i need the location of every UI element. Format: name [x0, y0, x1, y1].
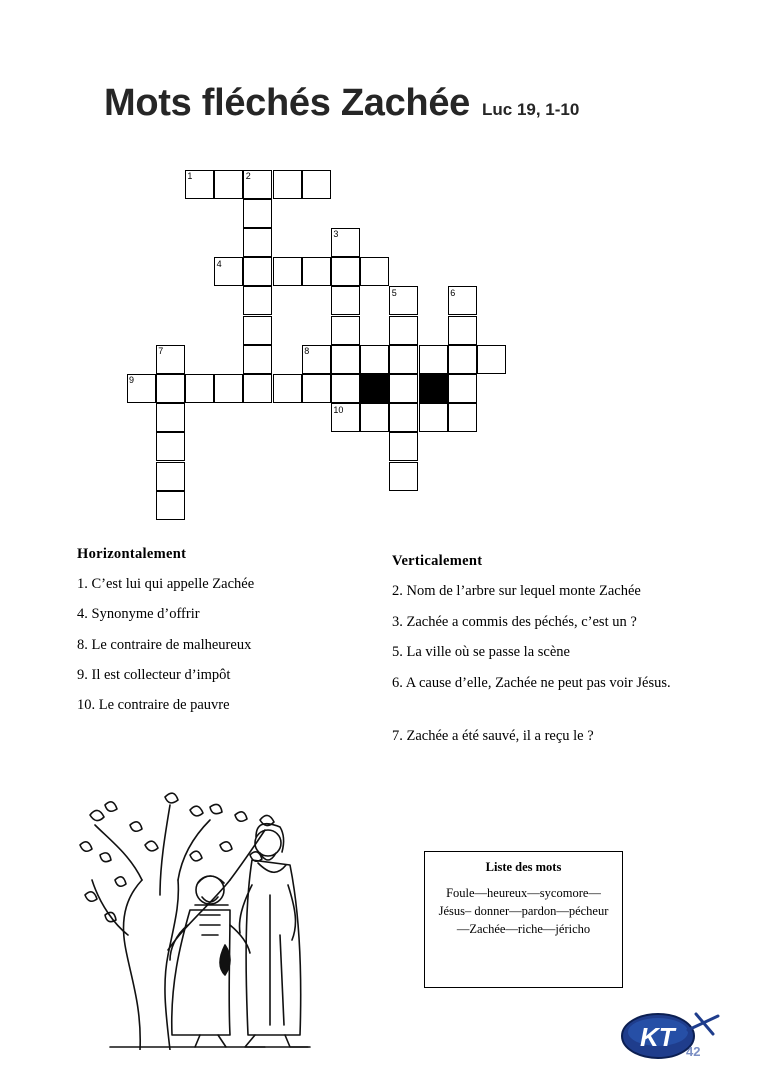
grid-cell[interactable] — [214, 374, 243, 403]
grid-cell[interactable] — [331, 316, 360, 345]
grid-cell[interactable] — [243, 228, 272, 257]
grid-cell[interactable] — [448, 345, 477, 374]
clue-v3: 3. Zachée a commis des péchés, c’est un ? — [392, 614, 637, 630]
grid-number-4: 4 — [216, 258, 222, 269]
grid-cell[interactable] — [389, 345, 418, 374]
grid-cell[interactable] — [156, 403, 185, 432]
grid-number-7: 7 — [158, 346, 164, 357]
grid-cell[interactable] — [273, 170, 302, 199]
grid-cell[interactable] — [331, 286, 360, 315]
zacchaeus-jesus-illustration — [70, 785, 330, 1050]
grid-cell[interactable] — [243, 345, 272, 374]
grid-cell[interactable] — [156, 432, 185, 461]
horizontal-heading: Horizontalement — [77, 546, 187, 562]
clue-v2: 2. Nom de l’arbre sur lequel monte Zachée — [392, 583, 641, 599]
grid-cell[interactable] — [243, 257, 272, 286]
grid-cell[interactable] — [389, 374, 418, 403]
grid-number-9: 9 — [129, 375, 135, 386]
grid-cell[interactable] — [273, 257, 302, 286]
grid-cell[interactable] — [185, 374, 214, 403]
page-title: Mots fléchés Zachée — [104, 82, 470, 124]
grid-cell[interactable] — [389, 462, 418, 491]
clue-h8: 8. Le contraire de malheureux — [77, 637, 252, 653]
word-list-title: Liste des mots — [485, 860, 562, 874]
grid-cell-blocked — [419, 374, 448, 403]
grid-number-1: 1 — [187, 171, 193, 181]
grid-cell[interactable] — [389, 403, 418, 432]
grid-number-3: 3 — [333, 229, 339, 240]
word-list-box — [424, 851, 623, 988]
grid-number-10: 10 — [333, 404, 344, 415]
bible-reference: Luc 19, 1-10 — [482, 100, 580, 119]
grid-number-5: 5 — [391, 287, 397, 298]
grid-number-2: 2 — [245, 171, 251, 181]
grid-number-6: 6 — [450, 287, 456, 298]
clue-v6: 6. A cause d’elle, Zachée ne peut pas voir Jésus. — [392, 675, 671, 691]
kt-logo — [618, 1008, 728, 1068]
grid-cell[interactable] — [389, 316, 418, 345]
clue-h4: 4. Synonyme d’offrir — [77, 606, 200, 622]
grid-cell[interactable] — [477, 345, 506, 374]
grid-cell-blocked — [360, 374, 389, 403]
grid-cell[interactable] — [389, 432, 418, 461]
grid-cell[interactable] — [331, 257, 360, 286]
grid-cell[interactable] — [331, 345, 360, 374]
grid-cell[interactable] — [243, 286, 272, 315]
grid-cell[interactable] — [360, 345, 389, 374]
grid-cell[interactable] — [214, 170, 243, 199]
grid-cell[interactable] — [156, 462, 185, 491]
clue-v5: 5. La ville où se passe la scène — [392, 644, 570, 660]
clue-h9: 9. Il est collecteur d’impôt — [77, 667, 231, 683]
grid-cell[interactable] — [243, 316, 272, 345]
grid-cell[interactable] — [448, 374, 477, 403]
grid-cell[interactable] — [156, 374, 185, 403]
grid-cell[interactable] — [419, 345, 448, 374]
grid-number-8: 8 — [304, 346, 310, 357]
grid-cell[interactable] — [243, 374, 272, 403]
grid-cell[interactable] — [360, 403, 389, 432]
logo-text: KT — [640, 1022, 675, 1052]
grid-cell[interactable] — [156, 491, 185, 520]
grid-cell[interactable] — [331, 374, 360, 403]
word-list-words: Foule—heureux—sycomore—Jésus– donner—pardon—pécheur—Zachée—riche—jéricho — [438, 886, 609, 936]
grid-cell[interactable] — [302, 257, 331, 286]
grid-cell[interactable] — [302, 374, 331, 403]
vertical-heading: Verticalement — [392, 553, 483, 569]
grid-cell[interactable] — [302, 170, 331, 199]
grid-cell[interactable] — [273, 374, 302, 403]
grid-cell[interactable] — [243, 199, 272, 228]
clue-v7: 7. Zachée a été sauvé, il a reçu le ? — [392, 728, 594, 744]
grid-cell[interactable] — [448, 316, 477, 345]
grid-cell[interactable] — [360, 257, 389, 286]
clue-h10: 10. Le contraire de pauvre — [77, 697, 230, 713]
logo-number: 42 — [686, 1044, 701, 1059]
grid-cell[interactable] — [419, 403, 448, 432]
clue-h1: 1. C’est lui qui appelle Zachée — [77, 576, 255, 592]
grid-cell[interactable] — [448, 403, 477, 432]
